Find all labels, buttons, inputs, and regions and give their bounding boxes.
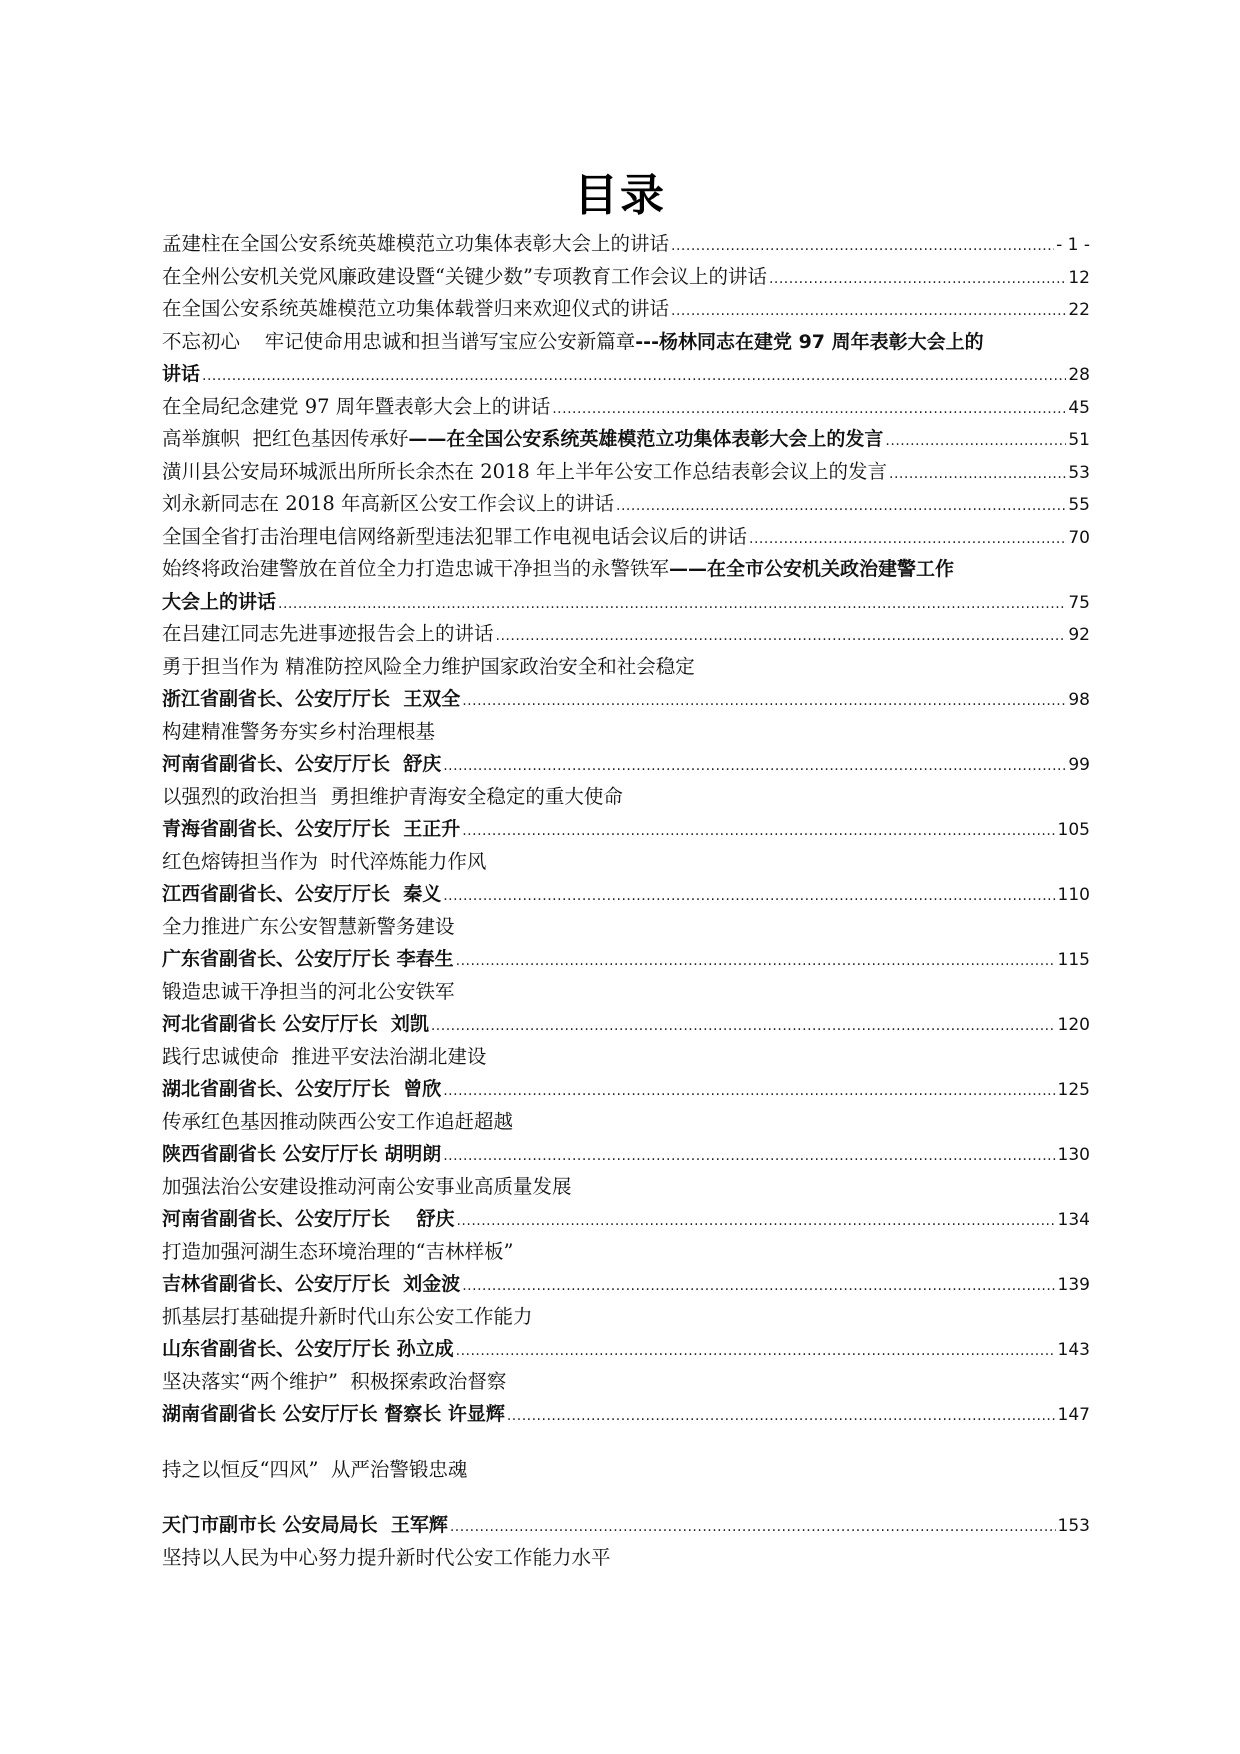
toc-entry-text: 陕西省副省长 公安厅厅长 胡明朗	[162, 1143, 442, 1165]
toc-entry-text: 全力推进广东公安智慧新警务建设	[162, 914, 455, 938]
toc-entry[interactable]	[162, 358, 1090, 391]
toc-entry-title	[162, 1041, 486, 1074]
toc-entry-text: 天门市副市长 公安局局长 王军辉	[162, 1514, 448, 1536]
toc-page-number: 147	[1057, 1405, 1090, 1425]
dot-leader	[202, 360, 1066, 391]
dot-leader	[769, 263, 1066, 294]
toc-page-number: 75	[1068, 592, 1090, 613]
toc-page-number: 22	[1068, 300, 1090, 320]
toc-entry-text: 湖北省副省长、公安厅厅长 曾欣	[162, 1078, 442, 1100]
toc-page-number: 45	[1068, 397, 1090, 418]
toc-entry[interactable]	[162, 293, 1090, 326]
toc-entry-title	[162, 878, 441, 911]
toc-entry[interactable]	[162, 1203, 1090, 1236]
dot-leader	[456, 945, 1056, 976]
toc-entry-text: 加强法治公安建设推动河南公安事业高质量发展	[162, 1174, 572, 1198]
toc-entry-title	[162, 488, 614, 521]
toc-entry-title	[162, 456, 887, 489]
toc-entry-text: 吉林省副省长、公安厅厅长 刘金波	[162, 1273, 461, 1295]
toc-page-number: 12	[1068, 267, 1090, 288]
toc-entry-title	[162, 1073, 441, 1106]
dot-leader	[749, 523, 1066, 554]
toc-entry[interactable]	[162, 878, 1090, 911]
toc-page-number: - 1 -	[1056, 235, 1090, 255]
toc-entry-title	[162, 1454, 467, 1487]
dot-leader	[443, 750, 1066, 781]
toc-page-number: 120	[1057, 1015, 1090, 1035]
dot-leader	[443, 1140, 1055, 1171]
dot-leader	[889, 458, 1066, 489]
dot-leader	[671, 230, 1054, 261]
toc-page-number: 143	[1057, 1340, 1090, 1360]
toc-entry[interactable]	[162, 1073, 1090, 1106]
toc-entry-text: 打造加强河湖生态环境治理的“吉林样板”	[162, 1239, 514, 1263]
toc-entry[interactable]	[162, 911, 1090, 944]
dot-leader	[456, 1335, 1056, 1366]
toc-entry-title	[162, 423, 883, 456]
toc-entry-title	[162, 683, 460, 716]
toc-entry-text: 青海省副省长、公安厅厅长 王正升	[162, 818, 461, 840]
toc-entry[interactable]	[162, 781, 1090, 814]
toc-entry-text: ---杨林同志在建党 97 周年表彰大会上的	[635, 330, 984, 353]
toc-entry-text: 红色熔铸担当作为 时代淬炼能力作风	[162, 849, 487, 873]
toc-entry[interactable]	[162, 976, 1090, 1009]
toc-entry-title	[162, 261, 767, 294]
toc-entry-title	[162, 1106, 513, 1139]
toc-entry[interactable]	[162, 716, 1090, 749]
toc-entry[interactable]	[162, 423, 1090, 456]
dot-leader	[443, 880, 1055, 911]
toc-entry[interactable]	[162, 1041, 1090, 1074]
toc-page-number: 105	[1057, 820, 1090, 840]
dot-leader	[496, 620, 1067, 651]
table-of-contents	[162, 228, 1090, 1574]
toc-entry-title	[162, 716, 435, 749]
toc-entry-text: 刘永新同志在 2018 年高新区公安工作会议上的讲话	[162, 492, 615, 515]
toc-entry-text: 广东省副省长、公安厅厅长 李春生	[162, 948, 454, 970]
toc-entry[interactable]	[162, 1268, 1090, 1301]
toc-entry[interactable]	[162, 651, 1090, 684]
toc-entry-text: 江西省副省长、公安厅厅长 秦义	[162, 883, 442, 905]
toc-entry-text: 大会上的讲话	[162, 590, 277, 613]
toc-entry[interactable]	[162, 391, 1090, 424]
dot-leader	[885, 425, 1066, 456]
toc-entry-title	[162, 1366, 506, 1399]
dot-leader	[443, 1075, 1055, 1106]
toc-entry-title	[162, 1542, 611, 1575]
toc-entry-text: 潢川县公安局环城派出所所长余杰在 2018 年上半年公安工作总结表彰会议上的发言	[162, 459, 888, 483]
dot-leader	[450, 1511, 1056, 1542]
toc-entry[interactable]	[162, 1509, 1090, 1542]
toc-entry[interactable]	[162, 1171, 1090, 1204]
toc-entry[interactable]	[162, 1366, 1090, 1399]
page-title: 目录	[574, 170, 666, 221]
toc-entry-text: 讲话	[162, 363, 201, 385]
dot-leader	[507, 1400, 1056, 1431]
toc-entry-text: 在吕建江同志先进事迹报告会上的讲话	[162, 622, 494, 645]
toc-page-number: 28	[1068, 365, 1090, 385]
dot-leader	[462, 815, 1055, 846]
toc-entry-title	[162, 1398, 505, 1431]
dot-leader	[552, 393, 1066, 424]
toc-entry[interactable]	[162, 261, 1090, 294]
dot-leader	[671, 295, 1066, 326]
toc-page-number: 134	[1057, 1210, 1090, 1230]
toc-entry-title	[162, 228, 669, 261]
toc-entry-title	[162, 586, 276, 619]
toc-entry-title	[162, 1268, 460, 1301]
toc-entry-title	[162, 1333, 454, 1366]
toc-entry-text: 河北省副省长 公安厅厅长 刘凯	[162, 1013, 429, 1035]
toc-page-number: 51	[1068, 430, 1090, 450]
toc-entry[interactable]	[162, 683, 1090, 716]
toc-entry[interactable]	[162, 943, 1090, 976]
toc-entry-text: 践行忠诚使命 推进平安法治湖北建设	[162, 1044, 487, 1068]
toc-entry-text: 锻造忠诚干净担当的河北公安铁军	[162, 979, 455, 1003]
toc-entry-title	[162, 1236, 513, 1269]
toc-entry-title	[162, 748, 441, 781]
toc-entry[interactable]	[162, 1236, 1090, 1269]
toc-entry[interactable]	[162, 1301, 1090, 1334]
toc-entry-text: 山东省副省长、公安厅厅长 孙立成	[162, 1338, 454, 1360]
toc-entry-text: 高举旗帜 把红色基因传承好	[162, 427, 409, 450]
toc-entry-title	[162, 293, 669, 326]
toc-page-number: 99	[1068, 755, 1090, 775]
toc-page-number: 139	[1057, 1275, 1090, 1295]
toc-entry[interactable]	[162, 618, 1090, 651]
toc-entry[interactable]	[162, 1138, 1090, 1171]
toc-entry-title	[162, 1509, 448, 1542]
toc-page-number: 92	[1068, 625, 1090, 645]
toc-entry-title	[162, 1008, 429, 1041]
toc-entry[interactable]	[162, 846, 1090, 879]
toc-page-number: 130	[1057, 1145, 1090, 1165]
toc-entry-title	[162, 391, 550, 424]
toc-entry-text: 河南省副省长、公安厅厅长 舒庆	[162, 753, 442, 775]
toc-entry-text: ——在全国公安系统英雄模范立功集体表彰大会上的发言	[408, 428, 884, 450]
toc-entry-text: 不忘初心 牢记使命用忠诚和担当谱写宝应公安新篇章	[162, 329, 636, 353]
toc-entry[interactable]	[162, 456, 1090, 489]
toc-entry-text: 以强烈的政治担当 勇担维护青海安全稳定的重大使命	[162, 784, 623, 808]
toc-entry-text: 孟建柱在全国公安系统英雄模范立功集体表彰大会上的讲话	[162, 232, 670, 255]
toc-entry[interactable]	[162, 1454, 1090, 1487]
dot-leader	[616, 490, 1066, 521]
toc-entry-title	[162, 1138, 441, 1171]
toc-entry-title	[162, 781, 623, 814]
toc-entry-title	[162, 651, 695, 684]
toc-entry-title	[162, 326, 984, 359]
toc-entry[interactable]	[162, 326, 1090, 359]
toc-entry[interactable]	[162, 553, 1090, 586]
toc-entry[interactable]	[162, 748, 1090, 781]
dot-leader	[462, 685, 1066, 716]
toc-entry-text: 全国全省打击治理电信网络新型违法犯罪工作电视电话会议后的讲话	[162, 524, 748, 548]
toc-entry-text: 抓基层打基础提升新时代山东公安工作能力	[162, 1304, 533, 1328]
toc-entry-text: 浙江省副省长、公安厅厅长 王双全	[162, 688, 461, 710]
toc-page-number: 55	[1068, 495, 1090, 515]
toc-entry[interactable]	[162, 813, 1090, 846]
toc-entry[interactable]	[162, 1008, 1090, 1041]
toc-entry-text: 河南省副省长、公安厅厅长 舒庆	[162, 1208, 455, 1230]
toc-entry[interactable]	[162, 586, 1090, 619]
toc-entry-title	[162, 911, 455, 944]
toc-entry-title	[162, 1301, 533, 1334]
toc-page-number: 70	[1068, 527, 1090, 548]
dot-leader	[278, 588, 1066, 619]
toc-entry[interactable]	[162, 1542, 1090, 1575]
toc-entry[interactable]	[162, 1333, 1090, 1366]
toc-entry-title	[162, 976, 455, 1009]
toc-page-number: 98	[1068, 690, 1090, 710]
dot-leader	[462, 1270, 1055, 1301]
toc-entry-title	[162, 813, 460, 846]
toc-entry-text: 坚决落实“两个维护” 积极探索政治督察	[162, 1369, 507, 1393]
toc-entry[interactable]	[162, 1398, 1090, 1431]
toc-entry-title	[162, 846, 486, 879]
toc-entry-text: 传承红色基因推动陕西公安工作追赶超越	[162, 1109, 514, 1133]
toc-entry-text: 在全国公安系统英雄模范立功集体载誉归来欢迎仪式的讲话	[162, 297, 670, 320]
toc-entry[interactable]	[162, 488, 1090, 521]
toc-entry-text: 持之以恒反“四风” 从严治警锻忠魂	[162, 1457, 468, 1481]
toc-entry-title	[162, 943, 454, 976]
toc-entry[interactable]	[162, 1106, 1090, 1139]
toc-entry-text: 构建精准警务夯实乡村治理根基	[162, 719, 436, 743]
toc-entry[interactable]	[162, 228, 1090, 261]
dot-leader	[456, 1205, 1055, 1236]
toc-entry-text: 勇于担当作为 精准防控风险全力维护国家政治安全和社会稳定	[162, 654, 695, 678]
toc-page-number: 153	[1057, 1516, 1090, 1536]
toc-entry-title	[162, 358, 200, 391]
toc-page-number: 125	[1057, 1080, 1090, 1100]
toc-entry-title	[162, 618, 494, 651]
toc-entry[interactable]	[162, 521, 1090, 554]
toc-entry-text: 在全州公安机关党风廉政建设暨“关键少数”专项教育工作会议上的讲话	[162, 264, 767, 288]
toc-entry-text: ——在全市公安机关政治建警工作	[669, 558, 955, 580]
toc-entry-title	[162, 521, 747, 554]
toc-page-number: 110	[1057, 885, 1090, 905]
dot-leader	[431, 1010, 1056, 1041]
toc-entry-title	[162, 1171, 572, 1204]
toc-entry-title	[162, 553, 954, 586]
toc-entry-text: 始终将政治建警放在首位全力打造忠诚干净担当的永警铁军	[162, 557, 670, 580]
toc-entry-title	[162, 1203, 454, 1236]
toc-page-number: 53	[1068, 462, 1090, 483]
toc-entry-text: 坚持以人民为中心努力提升新时代公安工作能力水平	[162, 1545, 611, 1569]
toc-entry-text: 湖南省副省长 公安厅厅长 督察长 许显辉	[162, 1403, 505, 1425]
toc-page-number: 115	[1057, 950, 1090, 970]
toc-entry-text: 在全局纪念建党 97 周年暨表彰大会上的讲话	[162, 394, 551, 418]
